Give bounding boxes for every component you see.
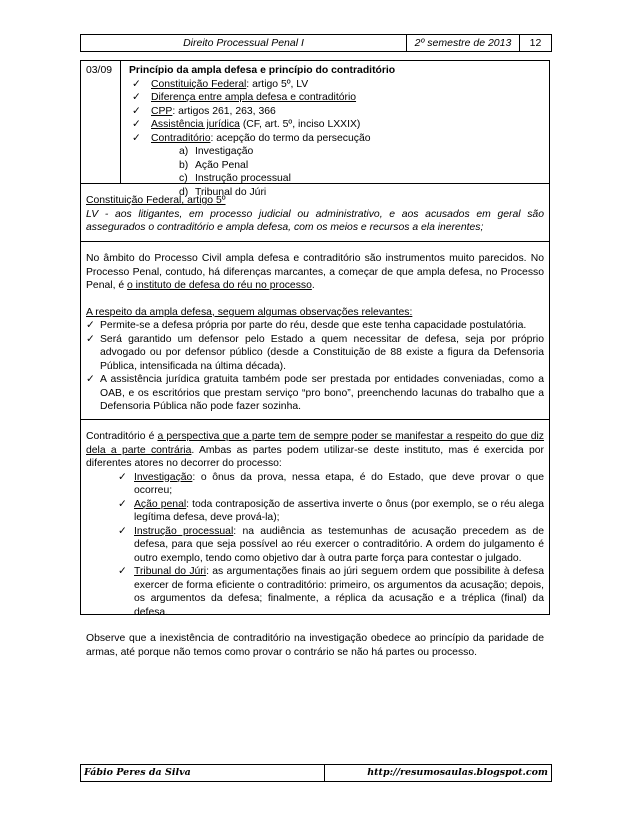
list-item: ✓ Instrução processual: na audiência as testemunhas de acusação precedem as de defesa, para que seja possível ao réu exercer o contraditório. A ordem do julgamento é outro exemplo, tendo como objetivo dar à outra parte força para contestar o julgado. xyxy=(118,525,545,564)
semester-label: 2º semestre de 2013 xyxy=(407,35,520,51)
checkmark-icon: ✓ xyxy=(86,320,95,331)
sub-item: b) Ação Penal xyxy=(179,159,249,171)
checkmark-icon: ✓ xyxy=(86,333,95,345)
page-number: 12 xyxy=(529,37,542,49)
list-item: ✓ Tribunal do Júri: as argumentações finais ao júri seguem ordem que possibilite à defesa exercer de forma eficiente o contraditório: primeiro, os argumentos da acusação; depois, os argumentos da defesa; finalmente, a réplica da acusação e a tréplica (final) da defesa. xyxy=(118,566,544,618)
checkmark-icon: ✓ xyxy=(132,132,141,144)
checkmark-icon: ✓ xyxy=(132,78,141,90)
checkmark-icon: ✓ xyxy=(132,105,141,117)
author-name: Fábio Peres da Silva xyxy=(81,765,325,781)
constitution-heading: Constituição Federal, artigo 5º xyxy=(86,195,226,206)
list-item: ✓ Constituição Federal: artigo 5º, LV xyxy=(132,78,309,90)
closing-paragraph: Observe que a inexistência de contraditório na investigação obedece ao princípio da paridade de armas, até porque não temos como provar o contrário se não há partes ou processo. xyxy=(86,633,544,658)
checkmark-icon: ✓ xyxy=(118,471,127,483)
checkmark-icon: ✓ xyxy=(132,92,141,103)
checkmark-icon: ✓ xyxy=(86,374,95,385)
sub-item: c) Instrução processual xyxy=(179,173,291,184)
notes-table xyxy=(80,60,550,658)
lesson-date: 03/09 xyxy=(81,61,121,183)
list-item: ✓ Ação penal: toda contraposição de assertiva inverte o ônus (por exemplo, se o réu alega legítima defesa, deve prová-la); xyxy=(118,498,544,523)
intro-paragraph: No âmbito do Processo Civil ampla defesa e contraditório são instrumentos muito parecidos. No Processo Penal, contudo, há diferenças marcantes, a começar de que ampla defesa, no Processo Penal, é o instituto de defesa do réu no processo. xyxy=(86,253,544,291)
lesson-row xyxy=(81,61,549,198)
list-item: ✓ Assistência jurídica (CF, art. 5º, inciso LXXIX) xyxy=(132,119,361,130)
list-item: ✓ Diferença entre ampla defesa e contraditório xyxy=(132,92,357,103)
course-title: Direito Processual Penal I xyxy=(81,35,407,51)
page-footer xyxy=(80,764,552,782)
sub-item: d) Tribunal do Júri xyxy=(179,186,267,198)
sub-item: a) Investigação xyxy=(179,146,254,157)
checkmark-icon: ✓ xyxy=(118,525,127,537)
contraditorio-paragraph: Contraditório é a perspectiva que a parte tem de sempre poder se manifestar a respeito do que diz dela a parte contrária. Ambas as partes podem utilizar-se deste instituto, mas é exercida por diferentes atores no decorrer do processo: xyxy=(86,431,544,469)
ampla-defesa-row xyxy=(81,242,549,420)
lesson-content xyxy=(121,61,549,198)
contraditorio-row xyxy=(81,420,549,659)
lesson-title: Princípio da ampla defesa e princípio do contraditório xyxy=(129,65,396,76)
constitution-text: LV - aos litigantes, em processo judicial ou administrativo, e aos acusados em geral são assegurados o contraditório e ampla defesa, com os meios e recursos a ela inerentes; xyxy=(86,208,544,233)
checkmark-icon: ✓ xyxy=(118,566,127,577)
observations-heading: A respeito da ampla defesa, seguem algumas observações relevantes: xyxy=(86,306,413,318)
blog-url: http://resumosaulas.blogspot.com xyxy=(367,767,548,778)
list-item: ✓ A assistência jurídica gratuita também pode ser prestada por entidades conveniadas, como a OAB, e os escritórios que prestam serviço “pro bono”, preenchendo lacunas do trabalho que a Defensoria Pública não pode fazer sozinha. xyxy=(86,374,544,412)
list-item: ✓ Contraditório: acepção do termo da persecução xyxy=(132,132,371,144)
list-item: ✓ Será garantido um defensor pelo Estado a quem necessitar de defesa, seja por próprio advogado ou por defensor público (desde a Constituição de 88 existe a figura da Defensoria Pública, intensificada na última década). xyxy=(86,333,544,372)
checkmark-icon: ✓ xyxy=(118,498,127,510)
list-item: ✓ Permite-se a defesa própria por parte do réu, desde que este tenha capacidade postulatória. xyxy=(86,320,527,331)
page-header xyxy=(80,34,552,52)
list-item: ✓ Investigação: o ônus da prova, nessa etapa, é do Estado, que deve provar o que ocorreu; xyxy=(118,471,544,496)
checkmark-icon: ✓ xyxy=(132,119,141,130)
list-item: ✓ CPP: artigos 261, 263, 366 xyxy=(132,105,276,117)
